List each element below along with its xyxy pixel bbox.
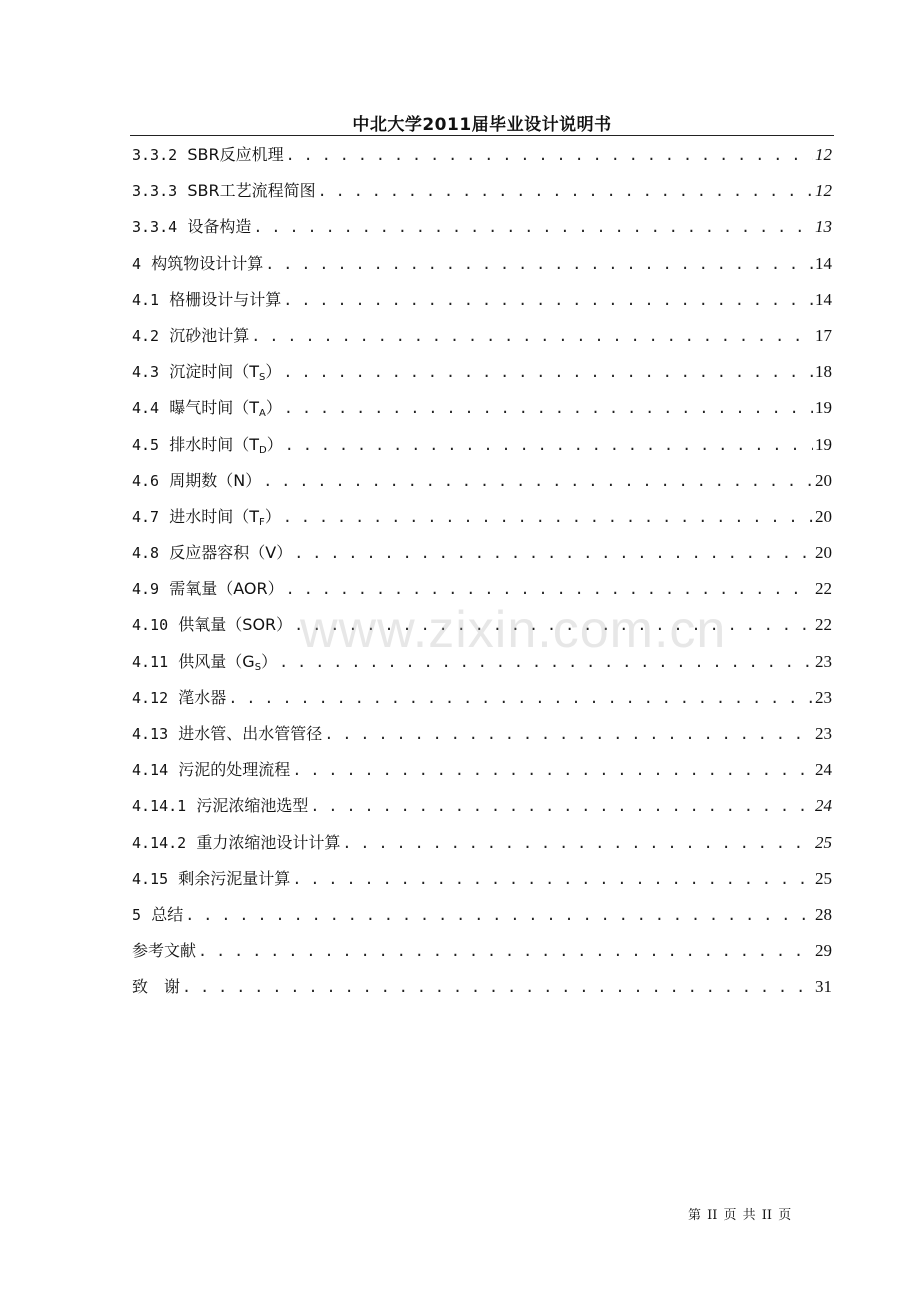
toc-entry-title (187, 214, 251, 240)
toc-dot-leader (310, 793, 813, 819)
toc-entry[interactable] (132, 178, 832, 214)
toc-dot-leader (294, 540, 813, 566)
toc-entry-page-number: 14 (815, 253, 832, 273)
toc-entry-title (178, 721, 322, 747)
toc-entry-title (169, 540, 292, 566)
toc-entry-title (178, 685, 226, 711)
toc-entry-title-text: 沉砂池计算 (169, 325, 250, 345)
toc-dot-leader (286, 576, 813, 602)
toc-entry-number: 4.9 (132, 580, 160, 599)
toc-entry[interactable] (132, 685, 832, 721)
toc-entry-gap (177, 178, 187, 204)
toc-entry-title-text: 需氧量（AOR） (169, 579, 284, 599)
toc-entry-page-number: 23 (815, 651, 832, 671)
toc-dot-leader (198, 938, 813, 964)
toc-entry[interactable] (132, 721, 832, 757)
toc-entry-title-text: SBR工艺流程简图 (187, 181, 316, 201)
toc-entry-title-tail: ） (265, 398, 282, 418)
toc-entry[interactable] (132, 649, 832, 685)
toc-dot-leader (284, 395, 813, 421)
toc-entry-title-text: SBR反应机理 (187, 145, 284, 164)
toc-entry-number: 3.3.4 (132, 218, 178, 237)
toc-entry-title-tail: ） (266, 434, 283, 454)
toc-entry-title-text: 污泥浓缩池选型 (196, 796, 309, 816)
toc-entry-number: 4.14 (132, 761, 169, 780)
toc-entry-title (196, 830, 340, 856)
toc-entry-page-number: 20 (815, 470, 832, 490)
toc-entry-title-text: 供风量（G (178, 651, 255, 671)
toc-entry-title (178, 649, 277, 681)
toc-entry-gap (159, 395, 169, 421)
toc-entry-gap (159, 540, 169, 566)
toc-entry-title-text: 污泥的处理流程 (178, 760, 291, 780)
toc-entry-page-number: 20 (815, 506, 832, 526)
toc-entry-title (178, 757, 290, 783)
toc-entry-subscript: S (259, 372, 266, 384)
toc-entry-title-text: 供氧量（SOR） (178, 615, 293, 635)
toc-dot-leader (324, 721, 813, 747)
toc-entry-number: 4.4 (132, 399, 160, 418)
toc-entry-title-text: 设备构造 (187, 217, 252, 237)
toc-entry-gap (168, 866, 178, 892)
page-footer: 第 II 页 共 II 页 (688, 1208, 792, 1223)
toc-entry-page-number: 19 (815, 398, 832, 418)
toc-entry-title-text: 沉淀时间（T (169, 362, 260, 382)
toc-entry-page-number: 25 (815, 832, 832, 852)
toc-entry-title-text: 格栅设计与计算 (169, 289, 282, 309)
toc-entry-number: 4.13 (132, 725, 169, 743)
toc-entry-gap (168, 721, 178, 747)
toc-entry[interactable] (132, 395, 832, 431)
toc-entry-number: 4 (132, 254, 142, 273)
toc-entry[interactable] (132, 576, 832, 612)
toc-entry-subscript: S (254, 661, 262, 673)
toc-dot-leader (292, 757, 813, 783)
toc-entry-title (187, 178, 315, 204)
toc-entry-title (169, 287, 281, 313)
toc-entry-gap (159, 287, 169, 313)
toc-dot-leader (285, 432, 813, 458)
toc-entry-page-number: 29 (815, 941, 832, 961)
toc-dot-leader (283, 287, 813, 313)
toc-entry-page-number: 22 (815, 579, 832, 599)
toc-entry-gap (159, 576, 169, 602)
toc-entry-gap (177, 214, 187, 240)
toc-entry-number: 4.2 (132, 326, 160, 345)
toc-entry[interactable] (132, 612, 832, 648)
toc-entry[interactable] (132, 793, 832, 829)
toc-entry[interactable] (132, 540, 832, 576)
toc-entry[interactable] (132, 902, 832, 938)
toc-entry-gap (159, 432, 169, 458)
toc-entry-gap (168, 612, 178, 638)
toc-entry[interactable] (132, 432, 832, 468)
toc-entry-page-number: 23 (815, 724, 832, 743)
toc-entry-title (169, 504, 281, 536)
toc-dot-leader (228, 685, 813, 711)
header-rule (130, 135, 834, 136)
toc-entry-subscript: F (259, 516, 265, 528)
toc-entry-number: 4.1 (132, 290, 160, 309)
toc-entry-title-text: 进水时间（T (169, 506, 260, 526)
toc-entry-page-number: 24 (815, 796, 832, 816)
toc-entry-gap (168, 649, 178, 675)
toc-entry-title-text: 总结 (151, 904, 184, 924)
toc-entry-page-number: 14 (815, 289, 832, 309)
toc-entry-number: 4.3 (132, 363, 160, 382)
toc-entry-gap (141, 902, 151, 928)
toc-entry-title-tail: ） (261, 651, 278, 671)
toc-entry-title-text: 致 谢 (132, 977, 181, 997)
toc-entry-number: 4.7 (132, 507, 160, 526)
toc-entry-gap (186, 830, 196, 856)
toc-entry-title-text: 重力浓缩池设计计算 (196, 832, 341, 852)
toc-entry[interactable] (132, 974, 832, 1010)
toc-entry[interactable] (132, 830, 832, 866)
toc-entry-page-number: 31 (815, 977, 832, 997)
toc-entry-title (169, 323, 249, 349)
toc-dot-leader (286, 142, 813, 168)
toc-entry-page-number: 23 (815, 687, 832, 707)
toc-entry-page-number: 22 (815, 615, 832, 635)
toc-entry-title (132, 974, 180, 1000)
watermark: www.zixin.com.cn (300, 601, 727, 659)
toc-entry-title-text: 剩余污泥量计算 (178, 868, 291, 888)
toc-dot-leader (185, 902, 813, 928)
toc-dot-leader (283, 504, 813, 530)
toc-entry-page-number: 19 (815, 434, 832, 454)
toc-entry-number: 3.3.3 (132, 182, 178, 201)
toc-dot-leader (263, 468, 813, 494)
toc-entry-number: 3.3.2 (132, 146, 178, 164)
toc-entry-title (178, 866, 290, 892)
toc-entry-title (169, 576, 283, 602)
toc-entry[interactable] (132, 142, 832, 178)
toc-entry-gap (186, 793, 196, 819)
toc-entry[interactable] (132, 757, 832, 793)
toc-entry[interactable] (132, 938, 832, 974)
toc-entry-gap (159, 468, 169, 494)
toc-entry-title-tail: ） (264, 506, 281, 526)
toc-entry[interactable] (132, 287, 832, 323)
toc-dot-leader (251, 323, 813, 349)
toc-entry-page-number: 28 (815, 904, 832, 924)
toc-entry-title (169, 395, 282, 427)
page-header-title: 中北大学2011届毕业设计说明书 (352, 115, 612, 135)
toc-dot-leader (294, 612, 813, 638)
toc-entry-title-text: 构筑物设计计算 (151, 253, 264, 273)
toc-entry-number: 4.5 (132, 435, 160, 454)
toc-entry-page-number: 20 (815, 543, 832, 563)
toc-entry-title (169, 432, 283, 464)
toc-entry-page-number: 18 (815, 362, 832, 382)
toc-entry-title-text: 滗水器 (178, 687, 227, 707)
toc-entry[interactable] (132, 214, 832, 250)
toc-entry-subscript: A (259, 408, 266, 420)
toc-entry-title (169, 359, 281, 391)
toc-entry-page-number: 12 (815, 181, 832, 201)
toc-entry-page-number: 25 (815, 868, 832, 888)
toc-entry-title-text: 排水时间（T (169, 434, 260, 454)
toc-dot-leader (342, 830, 813, 856)
toc-entry-title-text: 参考文献 (132, 941, 197, 961)
toc-entry-title (132, 938, 196, 964)
toc-entry-title-text: 进水管、出水管管径 (178, 724, 323, 743)
toc-entry-page-number: 24 (815, 760, 832, 780)
toc-entry-subscript: D (259, 444, 267, 456)
toc-entry-title (178, 612, 292, 638)
toc-entry[interactable] (132, 323, 832, 359)
toc-dot-leader (279, 649, 813, 675)
toc-entry-page-number: 12 (815, 145, 832, 164)
toc-entry-gap (177, 142, 187, 168)
toc-entry-number: 4.11 (132, 652, 169, 671)
toc-dot-leader (283, 359, 813, 385)
toc-entry-page-number: 13 (815, 217, 832, 237)
toc-entry-number: 4.14.1 (132, 797, 187, 816)
toc-dot-leader (292, 866, 813, 892)
toc-entry-gap (159, 504, 169, 530)
toc-entry-gap (141, 251, 151, 277)
toc-entry-number: 4.15 (132, 869, 169, 888)
toc-entry-number: 5 (132, 905, 142, 924)
toc-entry[interactable] (132, 468, 832, 504)
toc-entry-number: 4.8 (132, 544, 160, 563)
toc-entry-number: 4.10 (132, 616, 169, 635)
toc-entry-page-number: 17 (815, 325, 832, 345)
toc-entry-title (151, 902, 183, 928)
toc-entry-title (187, 142, 283, 168)
toc-entry-gap (159, 359, 169, 385)
toc-entry-number: 4.12 (132, 688, 169, 707)
toc-entry-title (196, 793, 308, 819)
table-of-contents (132, 142, 832, 1011)
toc-dot-leader (318, 178, 813, 204)
toc-entry-gap (159, 323, 169, 349)
toc-entry-title-tail: ） (265, 362, 282, 382)
toc-entry-title-text: 周期数（N） (169, 470, 262, 490)
toc-entry-title-text: 反应器容积（V） (169, 543, 293, 563)
toc-entry[interactable] (132, 251, 832, 287)
toc-dot-leader (265, 251, 813, 277)
toc-entry-title (169, 468, 261, 494)
toc-entry-title (151, 251, 263, 277)
toc-entry-gap (168, 757, 178, 783)
toc-entry-gap (168, 685, 178, 711)
toc-dot-leader (182, 974, 813, 1000)
toc-entry[interactable] (132, 866, 832, 902)
toc-entry[interactable] (132, 359, 832, 395)
toc-entry-number: 4.14.2 (132, 833, 187, 852)
toc-dot-leader (253, 214, 813, 240)
toc-entry-title-text: 曝气时间（T (169, 398, 260, 418)
toc-entry-number: 4.6 (132, 471, 160, 490)
toc-entry[interactable] (132, 504, 832, 540)
